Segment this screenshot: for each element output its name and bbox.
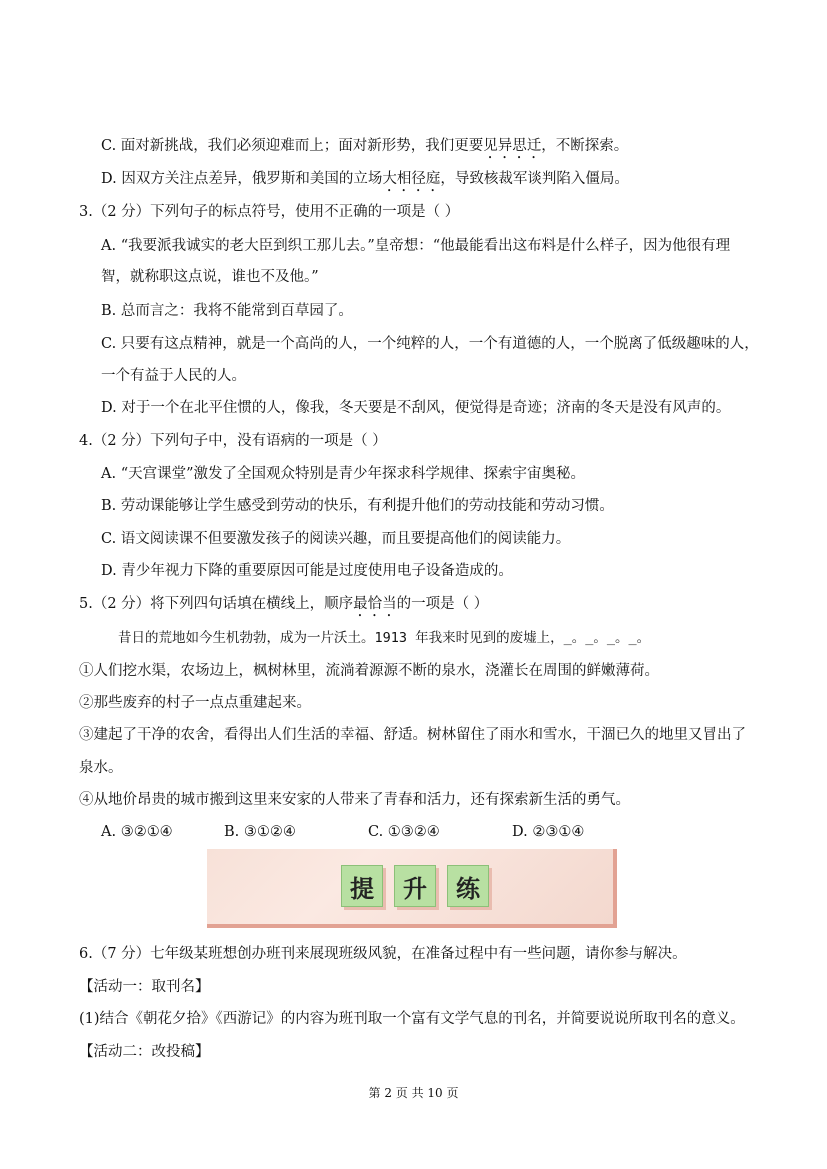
banner-tile: 提 <box>341 865 383 907</box>
q4-option-b: B. 劳动课能够让学生感受到劳动的快乐，有利提升他们的劳动技能和劳动习惯。 <box>101 498 614 514</box>
q5-sentence-3-line2: 泉水。 <box>79 760 123 776</box>
q5-sentence-4: ④从地价昂贵的城市搬到这里来安家的人带来了青春和活力，还有探索新生活的勇气。 <box>79 792 630 808</box>
q3-option-b: B. 总而言之：我将不能常到百草园了。 <box>101 303 353 319</box>
q3-option-a-line1: A. “我要派我诚实的老大臣到织工那儿去。”皇帝想：“他最能看出这布料是什么样子，因为他很有理 <box>101 238 731 254</box>
q4-option-a: A. “天宫课堂”激发了全国观众特别是青少年探求科学规律、探索宇宙奥秘。 <box>101 466 586 482</box>
q3-stem: 3.（2 分）下列句子的标点符号，使用不正确的一项是（ ） <box>79 204 460 220</box>
q4-stem: 4.（2 分）下列句子中，没有语病的一项是（ ） <box>79 433 387 449</box>
banner-tile: 升 <box>394 865 436 907</box>
section-banner <box>207 849 617 928</box>
q6-activity-1: 【活动一：取刊名】 <box>79 979 210 995</box>
q5-sentence-2: ②那些废弃的村子一点点重建起来。 <box>79 695 311 711</box>
q3-option-d: D. 对于一个在北平住惯的人，像我，冬天要是不刮风，便觉得是奇迹；济南的冬天是没有风声的。 <box>101 400 731 416</box>
q3-option-c-line2: 一个有益于人民的人。 <box>101 368 246 384</box>
q6-stem: 6.（7 分）七年级某班想创办班刊来展现班级风貌，在准备过程中有一些问题，请你参与解决。 <box>79 946 687 962</box>
q3-option-c-line1: C. 只要有这点精神，就是一个高尚的人，一个纯粹的人，一个有道德的人，一个脱离了低级趣味的人， <box>101 336 759 352</box>
banner-tile: 练 <box>447 865 489 907</box>
q5-option-a: A. ③②①④ <box>101 824 173 840</box>
q5-sentence-3-line1: ③建起了干净的农舍，看得出人们生活的幸福、舒适。树林留住了雨水和雪水，干涸已久的地里又冒出了 <box>79 727 746 743</box>
q6-activity-2: 【活动二：改投稿】 <box>79 1044 210 1060</box>
page-footer: 第 2 页 共 10 页 <box>368 1086 459 1100</box>
q6-subquestion-1: (1)结合《朝花夕拾》《西游记》的内容为班刊取一个富有文学气息的刊名，并简要说说所取刊名的意义。 <box>79 1011 745 1027</box>
q5-stem: 5.（2 分）将下列四句话填在横线上，顺序最恰当的一项是（ ） <box>79 596 489 612</box>
emphasis-text: 见异思迁 <box>483 138 542 154</box>
q5-sentence-1: ①人们挖水渠，农场边上，枫树林里，流淌着源源不断的泉水，浇灌长在周围的鲜嫩薄荷。 <box>79 663 659 679</box>
q5-option-d: D. ②③①④ <box>512 824 585 840</box>
q2-option-d: D. 因双方关注点差异，俄罗斯和美国的立场大相径庭，导致核裁军谈判陷入僵局。 <box>101 171 629 187</box>
q5-passage: 昔日的荒地如今生机勃勃，成为一片沃土。1913 年我来时见到的废墟上，_。_。_。_。 <box>118 630 651 646</box>
q2-option-c: C. 面对新挑战，我们必须迎难而上；面对新形势，我们更要见异思迁，不断探索。 <box>101 138 629 154</box>
q4-option-d: D. 青少年视力下降的重要原因可能是过度使用电子设备造成的。 <box>101 563 513 579</box>
emphasis-text: 大相径庭 <box>382 171 441 187</box>
q4-option-c: C. 语文阅读课不但要激发孩子的阅读兴趣，而且要提高他们的阅读能力。 <box>101 531 571 547</box>
emphasis-text: 最恰当 <box>353 596 397 612</box>
q3-option-a-line2: 智，就称职这点说，谁也不及他。” <box>101 269 319 285</box>
q5-option-c: C. ①③②④ <box>368 824 440 840</box>
q5-option-b: B. ③①②④ <box>224 824 296 840</box>
